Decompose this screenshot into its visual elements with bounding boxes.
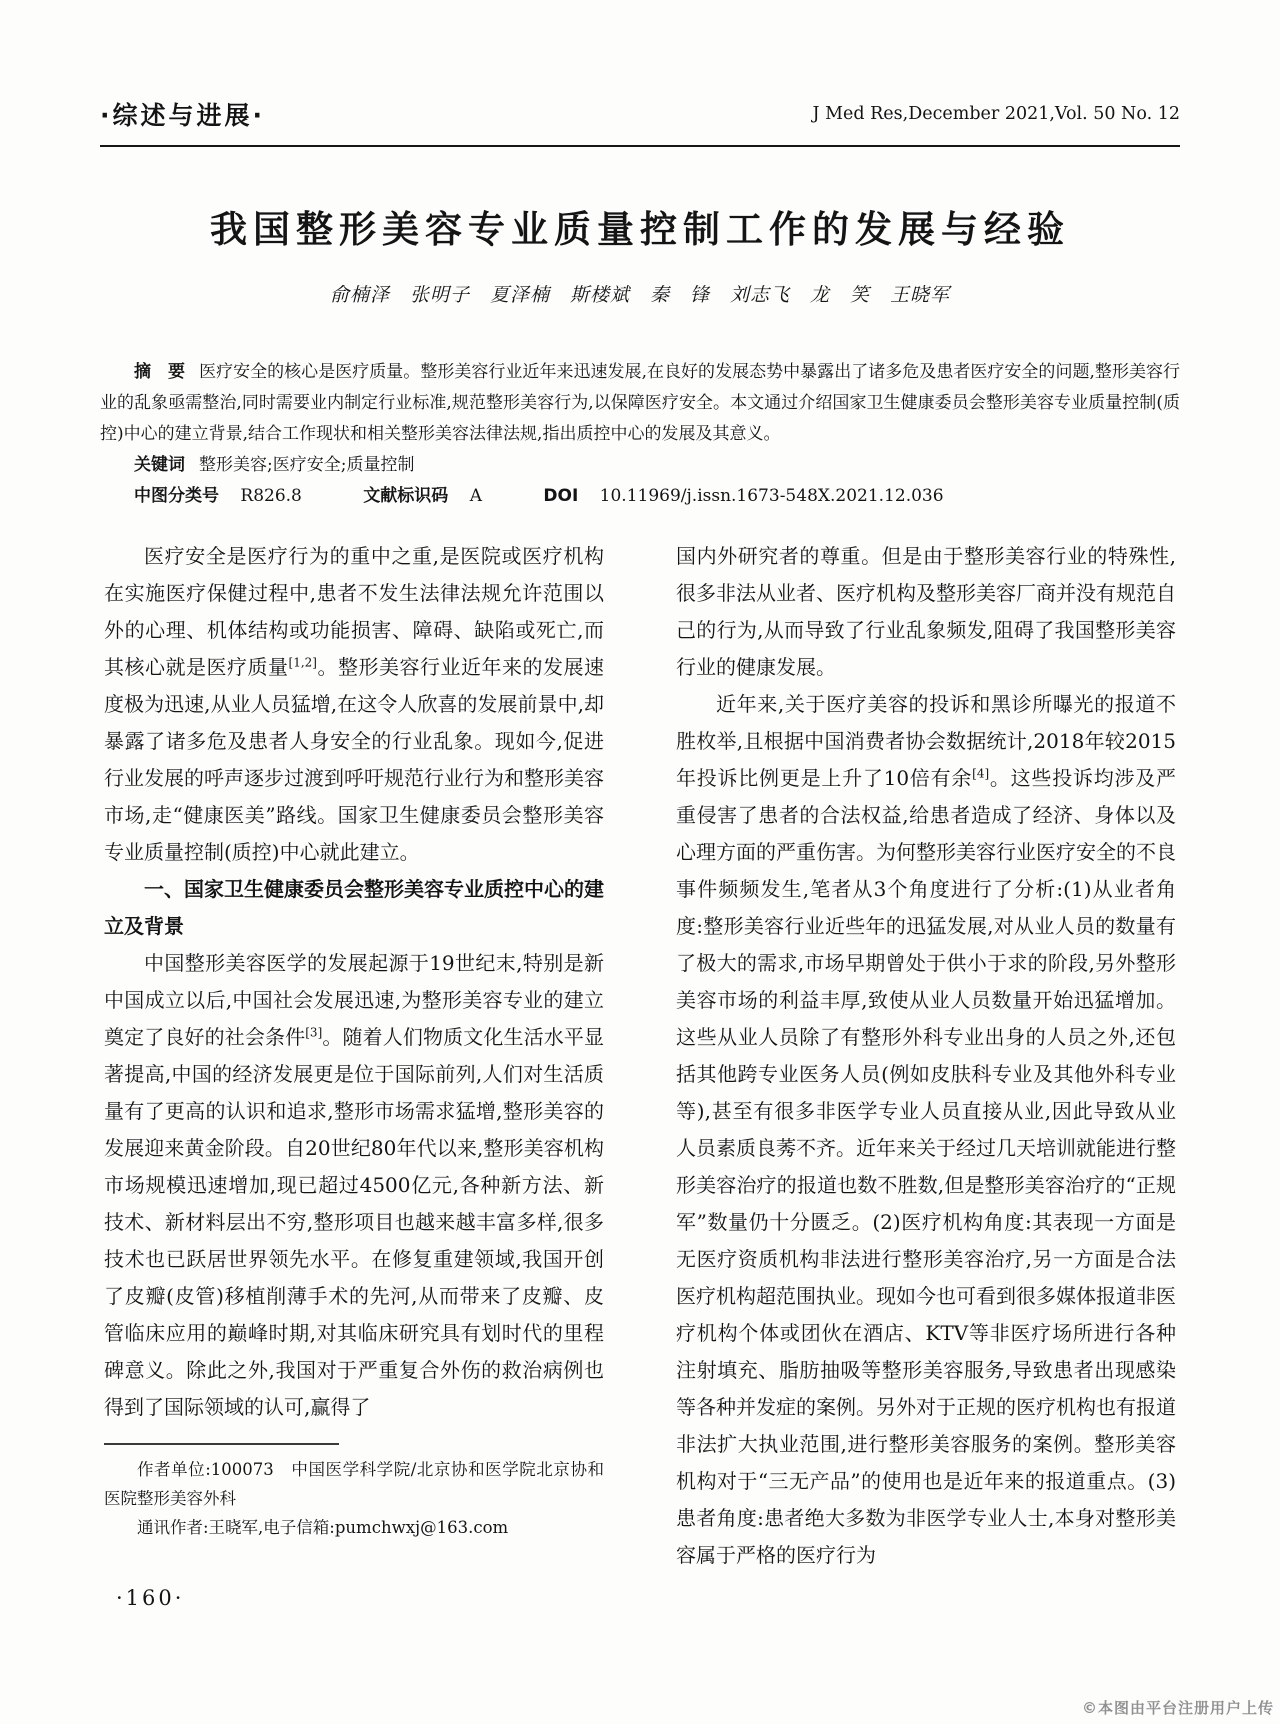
body-text: 一、国家卫生健康委员会整形美容专业质控中心的建立及背景 [104, 877, 604, 938]
body-text: 医疗安全是医疗行为的重中之重,是医院或医疗机构在实施医疗保健过程中,患者不发生法律法规允许范围以外的心理、机体结构或功能损害、障碍、缺陷或死亡,而其核心就是医疗质量 [104, 544, 604, 679]
citation-ref: [1,2] [288, 655, 317, 670]
body-columns [0, 538, 1280, 1567]
page-header [0, 96, 1280, 132]
section-heading [104, 871, 604, 945]
body-text: 。这些投诉均涉及严重侵害了患者的合法权益,给患者造成了经济、身体以及心理方面的严重伤害。为何整形美容行业医疗安全的不良事件频频发生,笔者从3个角度进行了分析:(1)从业者角度:整形美容行业近些年的迅猛发展,对从业人员的数量有了极大的需求,市场早期曾处于供小于求的阶段,另外整形美容市场的利益丰厚,致使从业人员数量开始迅猛增加。这些从业人员除了有整形外科专业出身的人员之外,还包括其他跨专业医务人员(例如皮肤科专业及其他外科专业等),甚至有很多非医学专业人员直接从业,因此导致从业人员素质良莠不齐。近年来关于经过几天培训就能进行整形美容治疗的报道也数不胜数,但是整形美容治疗的“正规军”数量仍十分匮乏。(2)医疗机构角度:其表现一方面是无医疗资质机构非法进行整形美容治疗,另一方面是合法医疗机构超范围执业。现如今也可看到很多媒体报道非医疗机构个体或团伙在酒店、KTV等非医疗场所进行各种注射填充、脂肪抽吸等整形美容服务,导致患者出现感染等各种并发症的案例。另外对于正规的医疗机构也有报道非法扩大执业范围,进行整形美容服务的案例。整形美容机构对于“三无产品”的使用也是近年来的报道重点。(3)患者角度:患者绝大多数为非医学专业人士,本身对整形美容属于严格的医疗行为 [676, 766, 1177, 1567]
doc-code-value: A [469, 486, 482, 506]
header-divider [100, 145, 1180, 147]
watermark-text: ©本图由平台注册用户上传 [1081, 1699, 1274, 1717]
abstract-label: 摘 要 [134, 362, 186, 382]
citation-ref: [3] [305, 1025, 323, 1040]
meta-line [100, 481, 1180, 512]
body-paragraph [104, 945, 604, 1426]
section-column-label: ·综述与进展· [100, 101, 265, 130]
body-text: 。随着人们物质文化生活水平显著提高,中国的经济发展更是位于国际前列,人们对生活质量有了更高的认识和追求,整形市场需求猛增,整形美容的发展迎来黄金阶段。自20世纪80年代以来,整形美容机构市场规模迅速增加,现已超过4500亿元,各种新方法、新技术、新材料层出不穷,整形项目也越来越丰富多样,很多技术也已跃居世界领先水平。在修复重建领域,我国开创了皮瓣(皮管)移植削薄手术的先河,从而带来了皮瓣、皮管临床应用的巅峰时期,对其临床研究具有划时代的里程碑意义。除此之外,我国对于严重复合外伤的救治病例也得到了国际领域的认可,赢得了 [104, 1025, 604, 1419]
right-column-text [676, 538, 1176, 1574]
body-text: 。整形美容行业近年来的发展速度极为迅速,从业人员猛增,在这令人欣喜的发展前景中,却暴露了诸多危及患者人身安全的行业乱象。现如今,促进行业发展的呼声逐步过渡到呼吁规范行业行为和整形美容市场,走“健康医美”路线。国家卫生健康委员会整形美容专业质量控制(质控)中心就此建立。 [104, 655, 605, 864]
footnote-affiliation: 作者单位:100073 中国医学科学院/北京协和医学院北京协和医院整形美容外科 [104, 1460, 604, 1508]
abstract-text: 医疗安全的核心是医疗质量。整形美容行业近年来迅速发展,在良好的发展态势中暴露出了诸多危及患者医疗安全的问题,整形美容行业的乱象亟需整治,同时需要业内制定行业标准,规范整形美容行为,以保障医疗安全。本文通过介绍国家卫生健康委员会整形美容专业质量控制(质控)中心的建立背景,结合工作现状和相关整形美容法律法规,指出质控中心的发展及其意义。 [100, 362, 1180, 444]
citation-ref: [4] [972, 766, 990, 781]
left-column [104, 538, 604, 1542]
front-matter [100, 357, 1180, 512]
clc-value: R826.8 [240, 486, 302, 506]
article-title: 我国整形美容专业质量控制工作的发展与经验 [210, 208, 1070, 251]
body-paragraph [104, 538, 604, 871]
abstract-paragraph [100, 357, 1180, 450]
footnote-block [104, 1443, 604, 1542]
right-column [676, 538, 1177, 1567]
doi-value: 10.11969/j.issn.1673-548X.2021.12.036 [599, 486, 944, 506]
doi-label: DOI [543, 486, 579, 506]
page-number: ·160· [116, 1586, 185, 1610]
journal-citation: J Med Res,December 2021,Vol. 50 No. 12 [812, 104, 1180, 124]
clc-label: 中图分类号 [134, 486, 219, 506]
left-column-text [104, 538, 604, 1426]
keywords-label: 关键词 [134, 455, 185, 475]
authors-line: 俞楠泽 张明子 夏泽楠 斯楼斌 秦 锋 刘志飞 龙 笑 王晓军 [329, 284, 950, 306]
footnote-divider [104, 1443, 339, 1445]
footnote-correspondence: 通讯作者:王晓军,电子信箱:pumchwxj@163.com [137, 1518, 509, 1537]
keywords-text: 整形美容;医疗安全;质量控制 [199, 455, 415, 475]
keywords-line [100, 450, 1180, 481]
body-paragraph [676, 538, 1176, 686]
body-text: 近年来,关于医疗美容的投诉和黑诊所曝光的报道不胜枚举,且根据中国消费者协会数据统计,2018年较2015年投诉比例更是上升了10倍有余 [676, 692, 1176, 790]
body-text: 中国整形美容医学的发展起源于19世纪末,特别是新中国成立以后,中国社会发展迅速,为整形美容专业的建立奠定了良好的社会条件 [104, 951, 604, 1049]
body-paragraph [676, 686, 1176, 1574]
body-text: 国内外研究者的尊重。但是由于整形美容行业的特殊性,很多非法从业者、医疗机构及整形美容厂商并没有规范自己的行为,从而导致了行业乱象频发,阻碍了我国整形美容行业的健康发展。 [676, 544, 1176, 679]
doc-code-label: 文献标识码 [363, 486, 449, 506]
